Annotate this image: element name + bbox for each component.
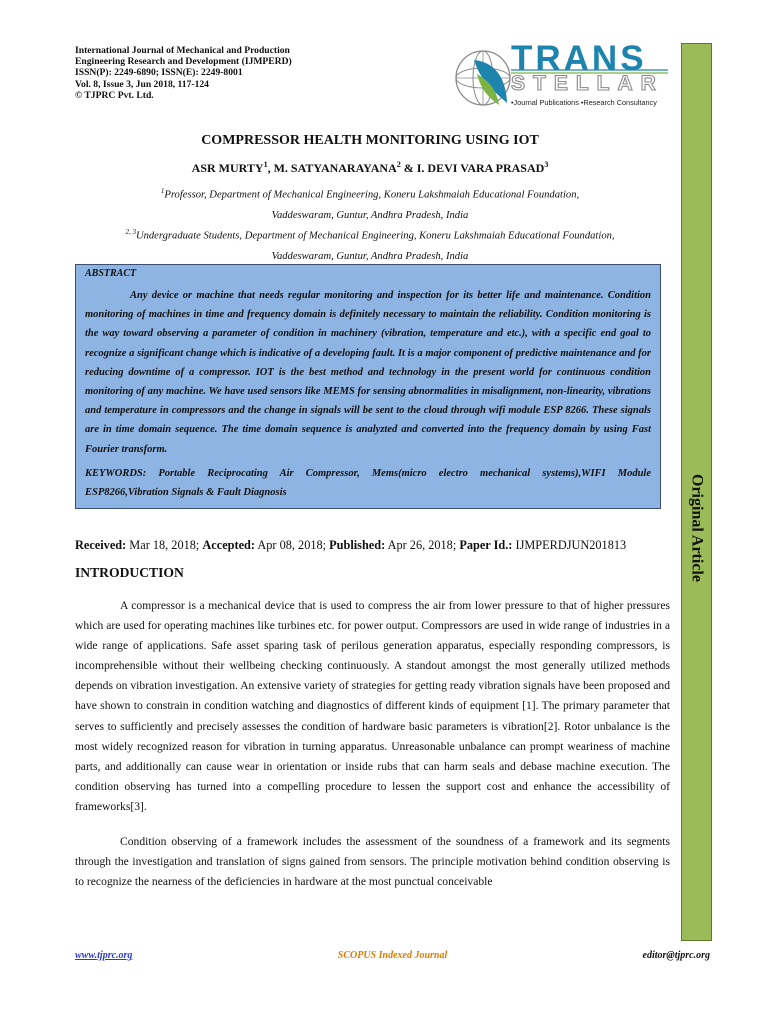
keywords: KEYWORDS: Portable Reciprocating Air Compressor, Mems(micro electro mechanical systems),WIFI Module ESP8266,Vibration Signals & Fault Diagnosis [85, 467, 651, 498]
author-name: I. DEVI VARA PRASAD [416, 161, 545, 175]
accepted-date: Apr 08, 2018; [257, 538, 327, 552]
published-label: Published: [329, 538, 386, 552]
publication-dates [75, 538, 675, 553]
logo-tagline: •Journal Publications •Research Consultancy [511, 98, 657, 107]
aff-sup: 1 [160, 187, 165, 195]
affiliation-1 [75, 181, 665, 226]
aff-sup: 2, 3 [125, 228, 136, 236]
footer-scopus: SCOPUS Indexed Journal [337, 950, 448, 961]
aff-line: Undergraduate Students, Department of Mechanical Engineering, Koneru Lakshmaiah Educational Foundation, [135, 230, 615, 242]
journal-line: International Journal of Mechanical and Production [75, 45, 290, 56]
authors [75, 160, 665, 176]
aff-line: Professor, Department of Mechanical Engineering, Koneru Lakshmaiah Educational Foundation, [164, 189, 580, 201]
author-sep: & [400, 161, 417, 175]
footer-email[interactable]: editor@tjprc.org [642, 950, 710, 961]
footer-website-link[interactable]: www.tjprc.org [75, 950, 133, 961]
paragraph: Condition observing of a framework includes the assessment of the soundness of a framework and its segments through the investigation and translation of signs gained from sensors. The principle motivation behind condition observing is to recognize the nearness of the deficiencies in hardware at the most punctual conceivable [75, 835, 670, 889]
journal-info [75, 45, 405, 101]
paper-id-label: Paper Id.: [459, 538, 513, 552]
author-sup: 2 [396, 160, 401, 169]
author-name: ASR MURTY [191, 161, 264, 175]
author-sup: 3 [544, 160, 549, 169]
received-date: Mar 18, 2018; [129, 538, 200, 552]
logo-trans-text: TRANS [511, 39, 647, 78]
logo-stellar-text: STELLAR [511, 72, 664, 95]
author-sup: 1 [263, 160, 268, 169]
article-type-text: Original Article [688, 474, 706, 582]
received-label: Received: [75, 538, 127, 552]
abstract-label: ABSTRACT [85, 268, 137, 279]
aff-line: Vaddeswaram, Guntur, Andhra Pradesh, India [271, 209, 469, 221]
author-name: M. SATYANARAYANA [273, 161, 397, 175]
abstract-box [75, 264, 661, 509]
article-type-label [681, 468, 712, 588]
footer [75, 950, 710, 964]
paper-id: IJMPERDJUN201813 [515, 538, 627, 552]
body-text [75, 596, 670, 907]
paragraph: A compressor is a mechanical device that is used to compress the air from lower pressure to that of higher pressures which are used for operating machines like turbines etc. for power output. Compressors are used in wide range of industries in a wide range of applications. Safe asset sparing task of perilous generation apparatus, especially responding compressors, is incomprehensible without their wellbeing checking continuously. A standout amongst the most generally utilized methods depends on vibration investigation. An extensive variety of strategies for getting ready vibration signals have been proposed and have shown to constrain in condition watching and diagnostics of different kinds of equipment [1]. The primary parameter that serves to sufficiently and precisely assesses the condition of hardware basic parameters is vibration[2]. Rotor unbalance is the most widely recognized reason for vibration in turning apparatus. Unreasonable unbalance can prompt weariness of machine parts, and additionally can cause wear in orientation or inside rubs that can harm seals and debase machine execution. The condition observing has turned into a compelling procedure to lessen the support cost and enhance the accessibility of frameworks[3]. [75, 599, 670, 813]
abstract-text: Any device or machine that needs regular monitoring and inspection for its better life and maintenance. Condition monitoring of machines in time and frequency domain is definitely necessary to maintain the reliability. Condition monitoring is the way toward observing a parameter of condition in machinery (vibration, temperature and etc.), with a specific end goal to recognize a significant change which is indicative of a developing fault. It is a major component of predictive maintenance and for reducing downtime of a compressor. IOT is the best method and technology in the present world for continuous condition monitoring of any machine. We have used sensors like MEMS for sensing abnormalities in misalignment, non-linearity, vibrations and temperature in compressors and the change in signals will be sent to the cloud through wifi module ESP 8266. These signals are in time domain sequence. The time domain sequence is analyzted and converted into the frequency domain by using Fast Fourier transform. [85, 290, 651, 455]
journal-line: © TJPRC Pvt. Ltd. [75, 89, 154, 101]
aff-line: Vaddeswaram, Guntur, Andhra Pradesh, India [271, 250, 469, 262]
journal-line: Vol. 8, Issue 3, Jun 2018, 117-124 [75, 78, 209, 90]
affiliation-2 [75, 222, 665, 267]
paper-title: COMPRESSOR HEALTH MONITORING USING IOT [201, 133, 539, 148]
author-sep: , [267, 161, 274, 175]
journal-line: ISSN(P): 2249-6890; ISSN(E): 2249-8001 [75, 67, 243, 79]
accepted-label: Accepted: [202, 538, 255, 552]
published-date: Apr 26, 2018; [387, 538, 457, 552]
journal-line: Engineering Research and Development (IJMPERD) [75, 56, 292, 68]
section-heading: INTRODUCTION [75, 565, 184, 580]
